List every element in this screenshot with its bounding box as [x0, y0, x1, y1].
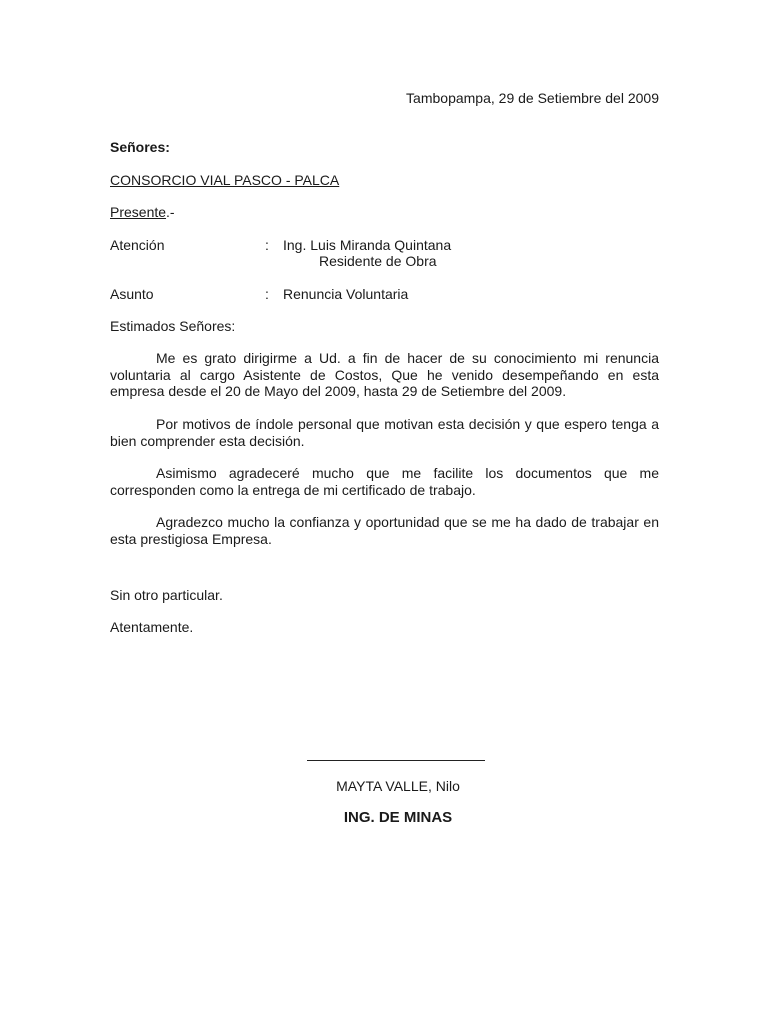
subject-label: Asunto — [110, 286, 154, 302]
paragraph-line: voluntaria al cargo Asistente de Costos, Que he venido desempeñando en esta — [110, 366, 659, 383]
attention-label: Atención — [110, 237, 165, 253]
presente-line — [110, 204, 175, 221]
attention-role: Residente de Obra — [319, 253, 437, 269]
place-date: Tambopampa, 29 de Setiembre del 2009 — [406, 90, 659, 106]
paragraph-line: empresa desde el 20 de Mayo del 2009, hasta 29 de Setiembre del 2009. — [110, 383, 567, 399]
closing-line-1: Sin otro particular. — [110, 587, 223, 603]
signer-name: MAYTA VALLE, Nilo — [336, 778, 460, 794]
signer-title: ING. DE MINAS — [343, 809, 453, 826]
paragraph-line: corresponden como la entrega de mi certificado de trabajo. — [110, 481, 476, 498]
presente-suffix: .- — [166, 204, 175, 220]
salutation-header: Señores: — [110, 139, 170, 155]
paragraph-1 — [110, 350, 659, 400]
paragraph-line: Agradezco mucho la confianza y oportunidad que se me ha dado de trabajar en — [156, 514, 659, 530]
presente-word: Presente — [110, 204, 167, 220]
subject-colon: : — [265, 286, 269, 302]
attention-name: Ing. Luis Miranda Quintana — [283, 237, 452, 253]
subject-value: Renuncia Voluntaria — [283, 286, 409, 302]
paragraph-2 — [110, 416, 659, 449]
greeting: Estimados Señores: — [110, 318, 236, 334]
paragraph-line: Me es grato dirigirme a Ud. a fin de hacer de su conocimiento mi renuncia — [156, 350, 659, 366]
paragraph-line: Asimismo agradeceré mucho que me facilite los documentos que me — [156, 465, 659, 481]
paragraph-line: esta prestigiosa Empresa. — [110, 530, 272, 547]
paragraph-line: Por motivos de índole personal que motivan esta decisión y que espero tenga a — [156, 416, 659, 432]
attention-colon: : — [265, 237, 269, 253]
signature-line — [307, 760, 485, 761]
paragraph-line: bien comprender esta decisión. — [110, 432, 305, 449]
paragraph-4 — [110, 514, 659, 547]
paragraph-3 — [110, 465, 659, 498]
company-name: CONSORCIO VIAL PASCO - PALCA — [110, 172, 340, 188]
closing-line-2: Atentamente. — [110, 619, 194, 635]
